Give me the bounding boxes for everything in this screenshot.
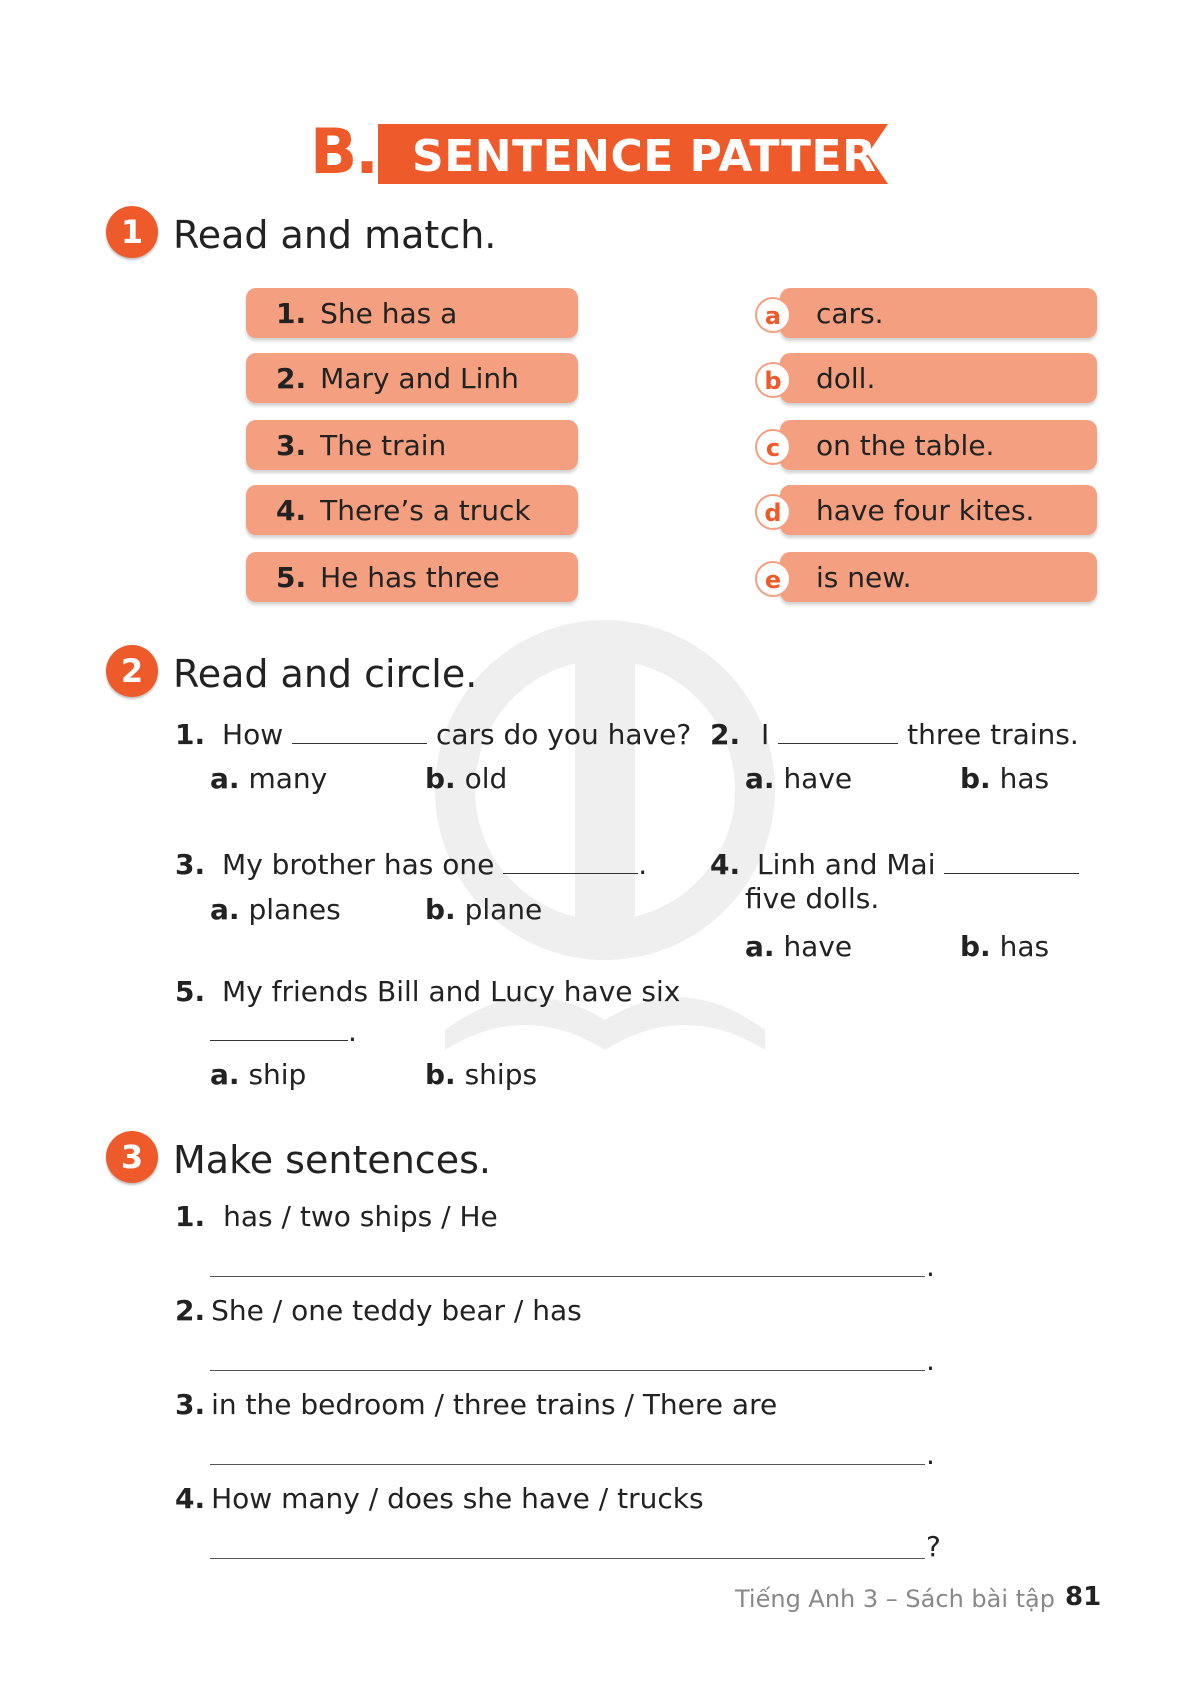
answer-blank[interactable] <box>292 715 427 744</box>
item-text: She has a <box>320 297 458 330</box>
option-1a[interactable]: a. many <box>210 762 328 795</box>
match-right-a[interactable] <box>780 288 1097 338</box>
answer-blank[interactable] <box>503 845 638 874</box>
option-2b[interactable]: b. has <box>960 762 1050 795</box>
match-left-2[interactable] <box>246 353 578 403</box>
section-title-2: Read and circle. <box>173 652 478 696</box>
circle-question-4-line2: five dolls. <box>745 882 880 915</box>
item-number: 3. <box>276 429 307 462</box>
end-punct-3: . <box>926 1438 935 1471</box>
section-title-1: Read and match. <box>173 213 497 257</box>
item-number: 5. <box>276 561 307 594</box>
option-4b[interactable]: b. has <box>960 930 1050 963</box>
page-number: 81 <box>1065 1582 1102 1612</box>
section-number-3: 3 <box>106 1131 158 1183</box>
item-text: doll. <box>816 362 876 395</box>
section-letter: B. <box>310 115 377 188</box>
match-right-e[interactable] <box>780 552 1097 602</box>
option-1b[interactable]: b. old <box>425 762 508 795</box>
match-left-5[interactable] <box>246 552 578 602</box>
make-sentence-3: 3. in the bedroom / three trains / There are <box>175 1388 778 1421</box>
option-3a[interactable]: a. planes <box>210 893 341 926</box>
circle-question-3: 3. My brother has one . <box>175 845 647 881</box>
item-number: 1. <box>276 297 307 330</box>
item-text: is new. <box>816 561 912 594</box>
make-sentence-4: 4. How many / does she have / trucks <box>175 1482 704 1515</box>
letter-b: b <box>755 362 791 398</box>
match-left-1[interactable] <box>246 288 578 338</box>
item-number: 4. <box>276 494 307 527</box>
end-punct-2: . <box>926 1344 935 1377</box>
end-punct-1: . <box>926 1250 935 1283</box>
answer-line-1[interactable] <box>210 1276 925 1277</box>
option-2a[interactable]: a. have <box>745 762 853 795</box>
match-right-b[interactable] <box>780 353 1097 403</box>
item-text: He has three <box>320 561 500 594</box>
match-left-3[interactable] <box>246 420 578 470</box>
make-sentence-1: 1. has / two ships / He <box>175 1200 498 1233</box>
item-text: There’s a truck <box>320 494 531 527</box>
answer-blank[interactable] <box>778 715 898 744</box>
item-number: 2. <box>276 362 307 395</box>
option-5a[interactable]: a. ship <box>210 1058 307 1091</box>
answer-line-4[interactable] <box>210 1558 925 1559</box>
option-4a[interactable]: a. have <box>745 930 853 963</box>
letter-a: a <box>755 297 791 333</box>
item-text: cars. <box>816 297 884 330</box>
option-5b[interactable]: b. ships <box>425 1058 538 1091</box>
answer-blank[interactable] <box>210 1012 348 1041</box>
letter-e: e <box>755 561 791 597</box>
item-text: The train <box>320 429 447 462</box>
section-number-2: 2 <box>106 645 158 697</box>
answer-blank[interactable] <box>944 845 1079 874</box>
letter-d: d <box>755 494 791 530</box>
item-text: on the table. <box>816 429 995 462</box>
section-number-1: 1 <box>106 206 158 258</box>
item-text: Mary and Linh <box>320 362 519 395</box>
letter-c: c <box>755 429 791 465</box>
circle-question-5: 5. My friends Bill and Lucy have six <box>175 975 681 1008</box>
item-text: have four kites. <box>816 494 1035 527</box>
match-right-c[interactable] <box>780 420 1097 470</box>
end-punct-4: ? <box>926 1530 941 1563</box>
make-sentence-2: 2. She / one teddy bear / has <box>175 1294 582 1327</box>
book-title: Tiếng Anh 3 – Sách bài tập <box>735 1585 1055 1613</box>
circle-question-1: 1. How cars do you have? <box>175 715 691 751</box>
answer-line-2[interactable] <box>210 1370 925 1371</box>
section-title-3: Make sentences. <box>173 1138 491 1182</box>
circle-question-4: 4. Linh and Mai <box>710 845 1079 881</box>
page-title: SENTENCE PATTERNS <box>412 131 946 182</box>
circle-question-5-line2: . <box>210 1012 357 1048</box>
match-left-4[interactable] <box>246 485 578 535</box>
circle-question-2: 2. I three trains. <box>710 715 1079 751</box>
option-3b[interactable]: b. plane <box>425 893 543 926</box>
match-right-d[interactable] <box>780 485 1097 535</box>
answer-line-3[interactable] <box>210 1464 925 1465</box>
